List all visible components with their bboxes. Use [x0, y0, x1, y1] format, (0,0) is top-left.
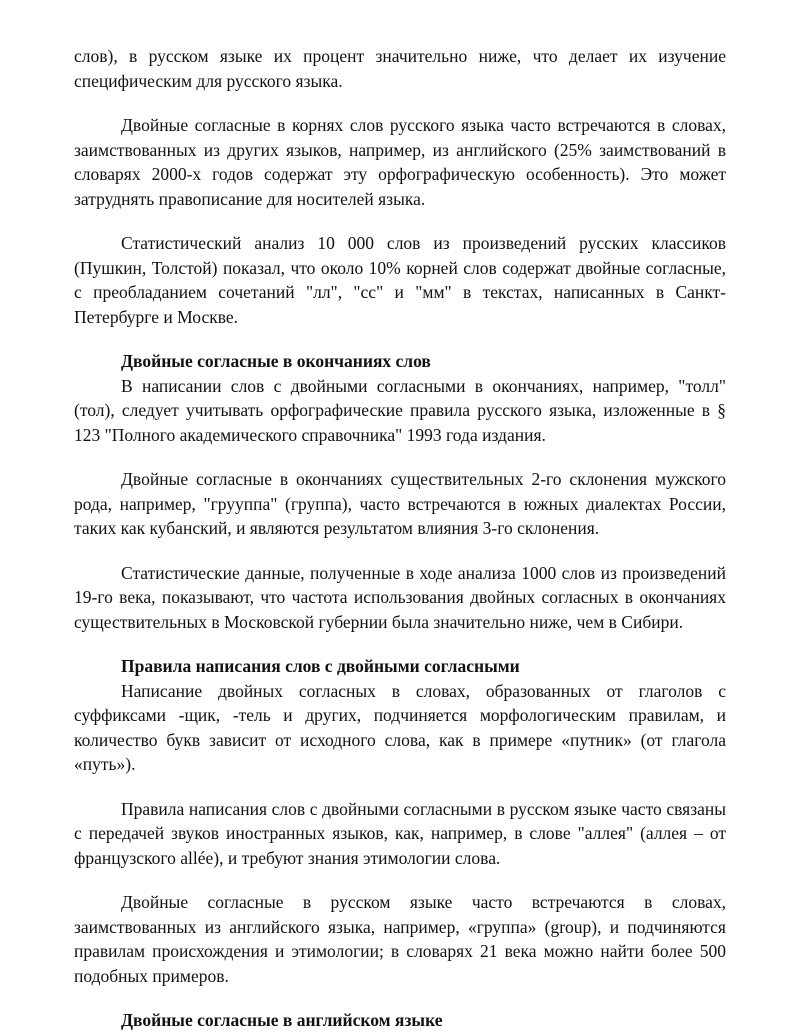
paragraph: Двойные согласные в окончаниях существительных 2-го склонения мужского рода, например, "грууппа" (группа), часто встречаются в южных диалектах России, таких как кубанский, и являются результатом влияния 3-го склонения.	[74, 469, 726, 538]
section-heading: Правила написания слов с двойными согласными	[121, 656, 520, 676]
paragraph: Написание двойных согласных в словах, образованных от глаголов с суффиксами -щик, -тель и других, подчиняется морфологическим правилам, и количество букв зависит от исходного слова, как в примере «путник» (от глагола «путь»).	[74, 680, 726, 774]
paragraph: Двойные согласные в корнях слов русского языка часто встречаются в словах, заимствованных из других языков, например, из английского (25% заимствований в словарях 2000-х годов содержат эту орфографическую особенность). Это может затруднять правописание для носителей языка.	[74, 115, 726, 209]
section-heading: Двойные согласные в английском языке	[121, 1010, 443, 1030]
paragraph: Статистический анализ 10 000 слов из произведений русских классиков (Пушкин, Толстой) показал, что около 10% корней слов содержат двойные согласные, с преобладанием сочетаний "лл", "сс" и "мм" в текстах, написанных в Санкт-Петербурге и Москве.	[74, 233, 726, 327]
paragraph: Правила написания слов с двойными согласными в русском языке часто связаны с передачей звуков иностранных языков, как, например, в слове "аллея" (аллея – от французского allée), и требуют знания этимологии слова.	[74, 798, 726, 868]
section-heading: Двойные согласные в окончаниях слов	[121, 351, 431, 371]
paragraph: В написании слов с двойными согласными в окончаниях, например, "толл" (тол), следует учитывать орфографические правила русского языка, изложенные в § 123 "Полного академического справочника" 1993 года издания.	[74, 375, 726, 445]
paragraph: слов), в русском языке их процент значительно ниже, что делает их изучение специфическим для русского языка.	[74, 46, 726, 91]
paragraph: Статистические данные, полученные в ходе анализа 1000 слов из произведений 19-го века, показывают, что частота использования двойных согласных в окончаниях существительных в Московской губернии была значительно ниже, чем в Сибири.	[74, 562, 726, 632]
paragraph: Двойные согласные в русском языке часто встречаются в словах, заимствованных из английского языка, например, «группа» (group), и подчиняются правилам происхождения и этимологии; в словарях 21 века можно найти более 500 подобных примеров.	[74, 892, 726, 986]
document-page	[74, 44, 726, 1033]
